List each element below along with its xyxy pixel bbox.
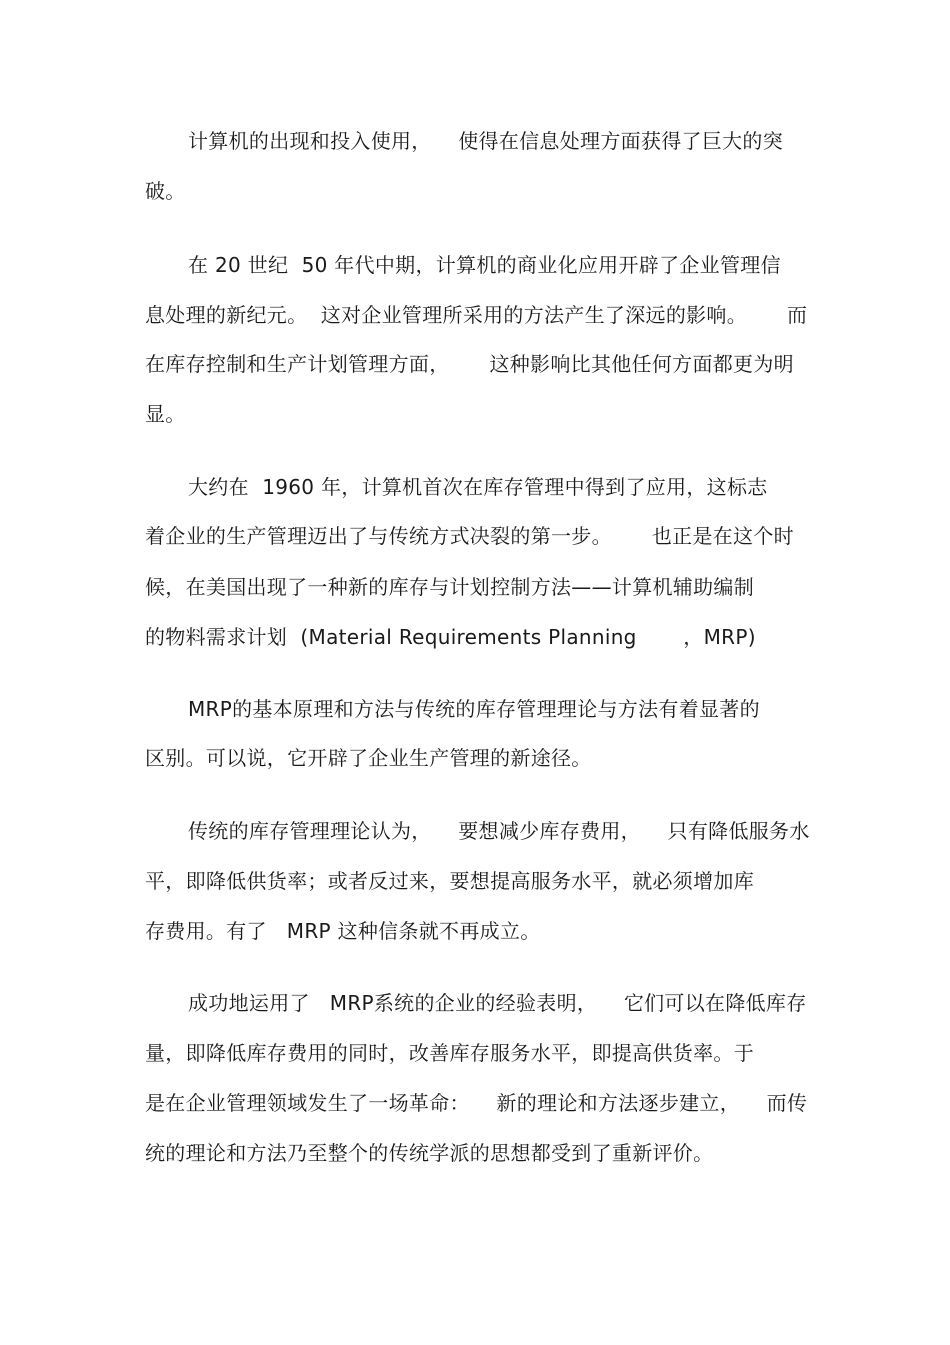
paragraph-1-line-1: 计算机的出现和投入使用， 使得在信息处理方面获得了巨大的突 (188, 129, 784, 153)
paragraph-3-line-2: 着企业的生产管理迈出了与传统方式决裂的第一步。 也正是在这个时 (145, 524, 794, 548)
paragraph-3-line-4: 的物料需求计划 (Material Requirements Planning ，MRP) (145, 625, 756, 649)
paragraph-4-line-2: 区别。可以说，它开辟了企业生产管理的新途径。 (145, 746, 592, 770)
paragraph-4-line-1: MRP的基本原理和方法与传统的库存管理理论与方法有着显著的 (188, 697, 760, 721)
paragraph-5-line-2: 平，即降低供货率；或者反过来，要想提高服务水平，就必须增加库 (145, 869, 754, 893)
paragraph-3-line-1: 大约在 1960 年，计算机首次在库存管理中得到了应用，这标志 (188, 475, 768, 499)
paragraph-6-line-3: 是在企业管理领域发生了一场革命： 新的理论和方法逐步建立， 而传 (145, 1091, 808, 1115)
paragraph-2-line-4: 显。 (145, 402, 186, 426)
paragraph-6-line-2: 量，即降低库存费用的同时，改善库存服务水平，即提高供货率。于 (145, 1041, 754, 1065)
paragraph-2-line-1: 在 20 世纪 50 年代中期，计算机的商业化应用开辟了企业管理信 (188, 253, 781, 277)
paragraph-5-line-1: 传统的库存管理理论认为， 要想减少库存费用， 只有降低服务水 (188, 819, 810, 843)
paragraph-1-line-2: 破。 (145, 179, 186, 203)
paragraph-3-line-3: 候，在美国出现了一种新的库存与计划控制方法——计算机辅助编制 (145, 575, 754, 599)
paragraph-5-line-3: 存费用。有了 MRP 这种信条就不再成立。 (145, 919, 541, 943)
paragraph-2-line-2: 息处理的新纪元。 这对企业管理所采用的方法产生了深远的影响。 而 (145, 303, 808, 327)
paragraph-6-line-1: 成功地运用了 MRP系统的企业的经验表明， 它们可以在降低库存 (188, 991, 807, 1015)
paragraph-2-line-3: 在库存控制和生产计划管理方面， 这种影响比其他任何方面都更为明 (145, 352, 794, 376)
paragraph-6-line-4: 统的理论和方法乃至整个的传统学派的思想都受到了重新评价。 (145, 1141, 714, 1165)
